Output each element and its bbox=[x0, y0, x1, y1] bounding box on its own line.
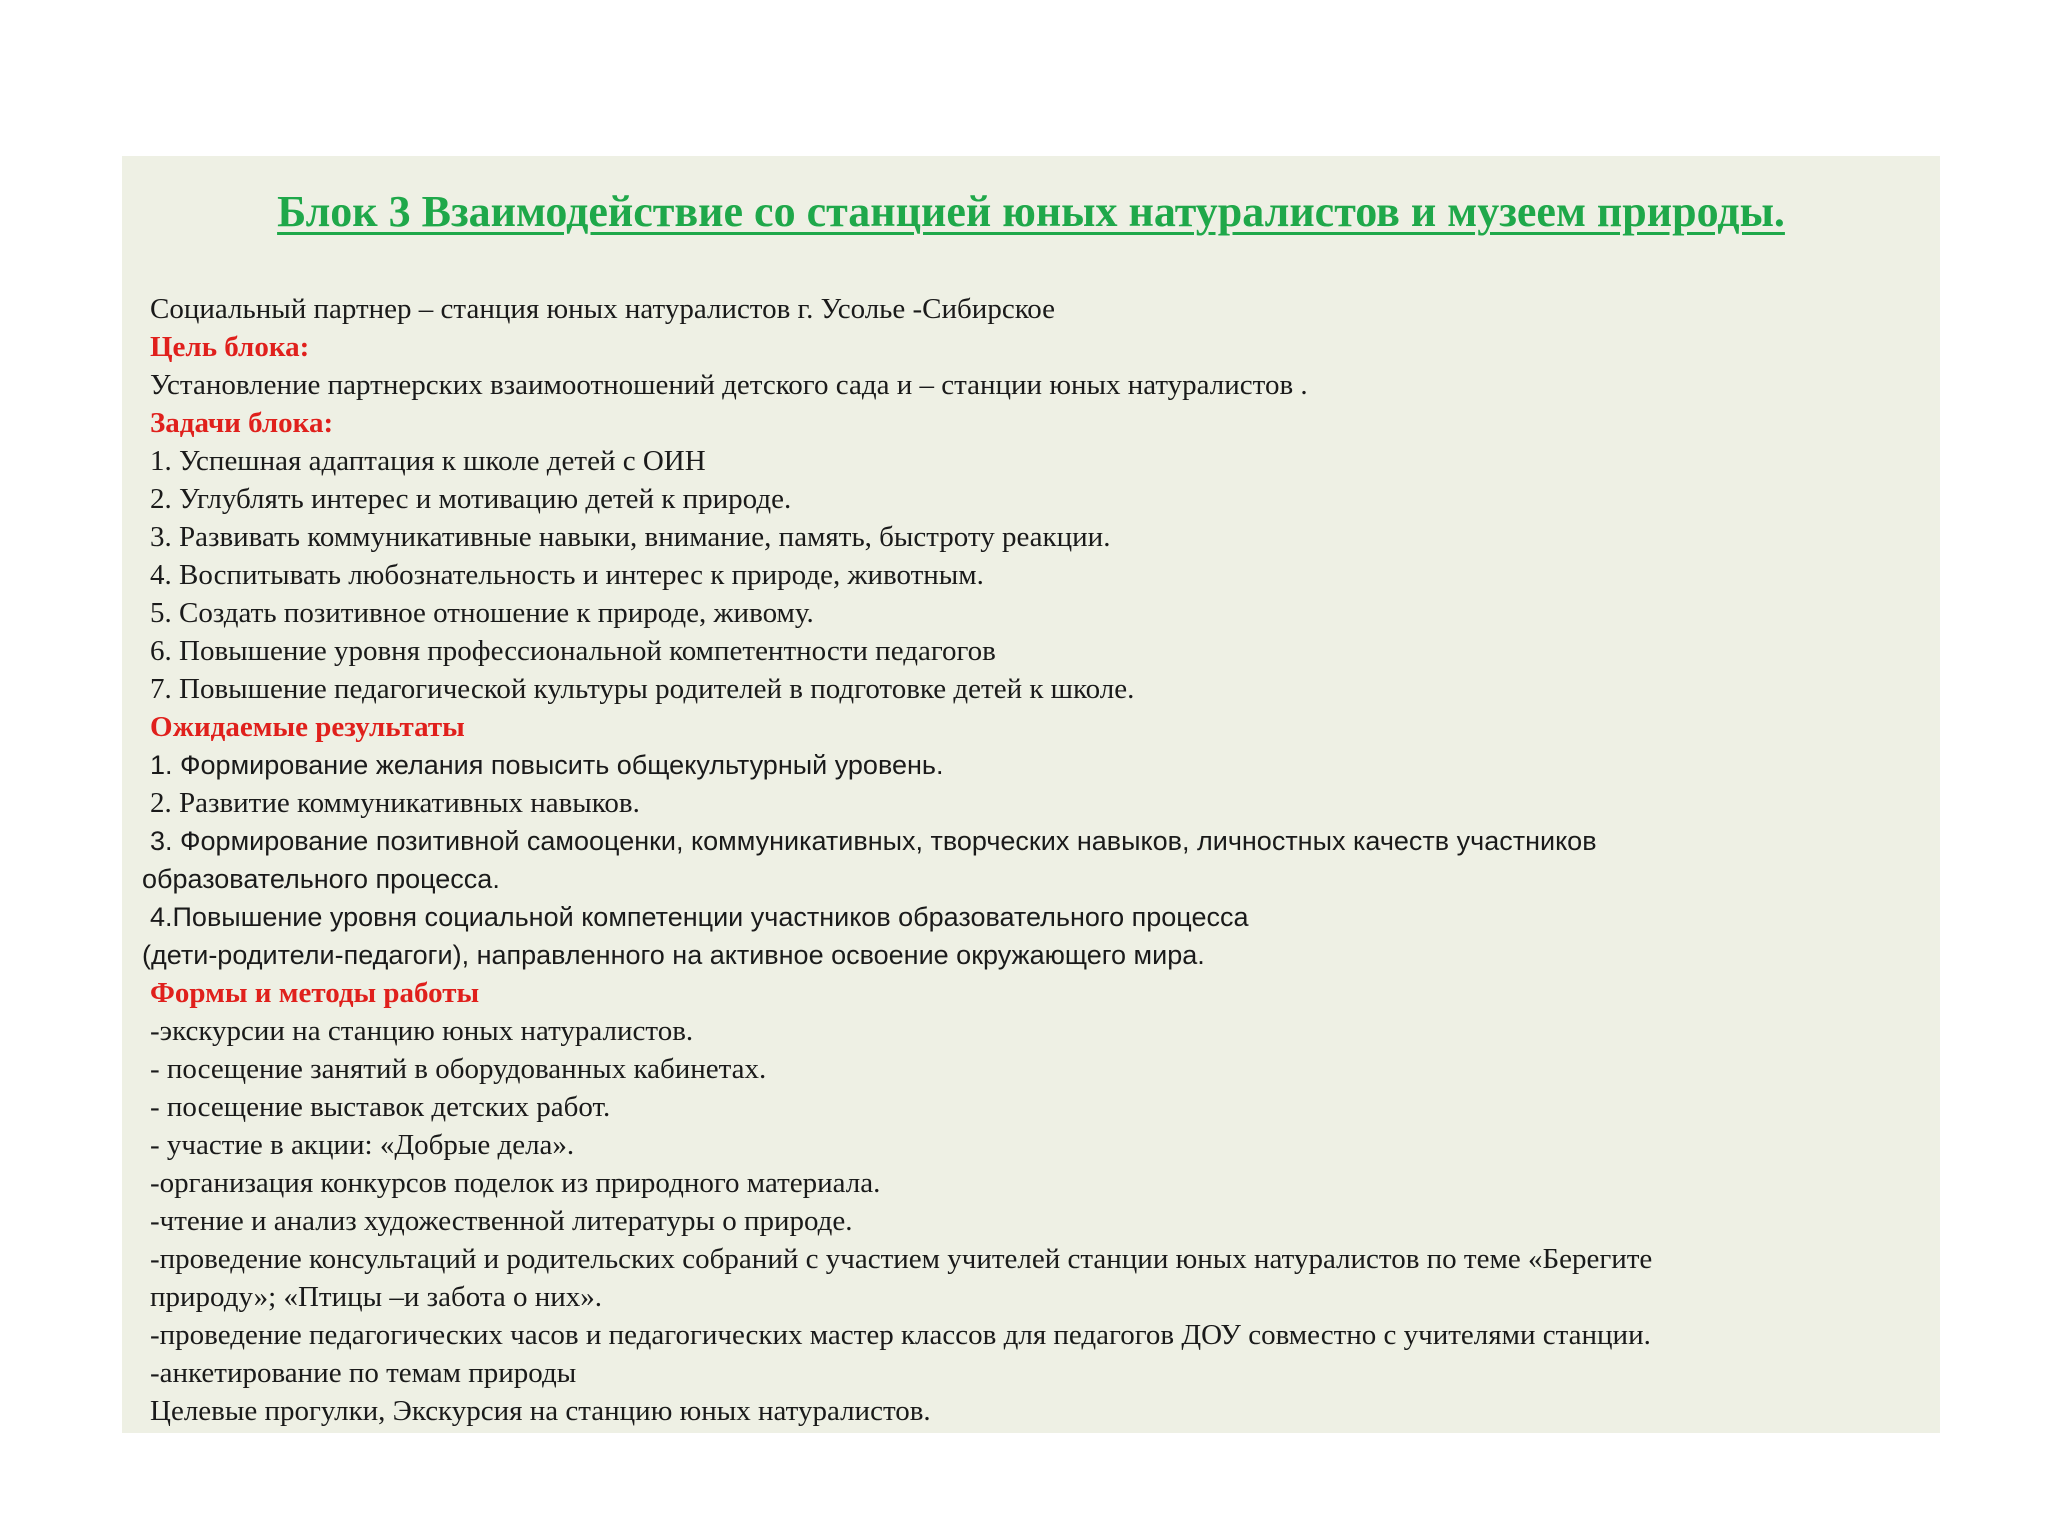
method-item-continuation: природу»; «Птицы –и забота о них». bbox=[150, 1281, 603, 1313]
method-item: -анкетирование по темам природы bbox=[150, 1357, 577, 1389]
result-item: 4.Повышение уровня социальной компетенции участников образовательного процесса bbox=[150, 902, 1249, 932]
method-item: -организация конкурсов поделок из природного материала. bbox=[150, 1167, 881, 1199]
method-item: - посещение выставок детских работ. bbox=[150, 1091, 611, 1123]
task-item: 1. Успешная адаптация к школе детей с ОИН bbox=[150, 445, 706, 477]
task-item: 6. Повышение уровня профессиональной компетентности педагогов bbox=[150, 635, 996, 667]
goal-heading: Цель блока: bbox=[150, 331, 310, 363]
method-item: Целевые прогулки, Экскурсия на станцию юных натуралистов. bbox=[150, 1395, 931, 1427]
method-item: -чтение и анализ художественной литературы о природе. bbox=[150, 1205, 853, 1237]
result-item: 1. Формирование желания повысить общекультурный уровень. bbox=[150, 750, 944, 780]
result-item-continuation: образовательного процесса. bbox=[142, 864, 500, 894]
task-item: 3. Развивать коммуникативные навыки, внимание, память, быстроту реакции. bbox=[150, 521, 1111, 553]
task-item: 5. Создать позитивное отношение к природе, живому. bbox=[150, 597, 814, 629]
method-item: - участие в акции: «Добрые дела». bbox=[150, 1129, 575, 1161]
tasks-heading: Задачи блока: bbox=[150, 407, 334, 439]
task-item: 7. Повышение педагогической культуры родителей в подготовке детей к школе. bbox=[150, 673, 1135, 705]
document-body bbox=[142, 290, 1920, 1430]
result-item-continuation: (дети-родители-педагоги), направленного на активное освоение окружающего мира. bbox=[142, 940, 1205, 970]
method-item: - посещение занятий в оборудованных кабинетах. bbox=[150, 1053, 767, 1085]
task-item: 4. Воспитывать любознательность и интерес к природе, животным. bbox=[150, 559, 984, 591]
method-item: -проведение консультаций и родительских собраний с участием учителей станции юных натуралистов по теме «Берегите bbox=[150, 1243, 1653, 1275]
result-item: 3. Формирование позитивной самооценки, коммуникативных, творческих навыков, личностных качеств участников bbox=[150, 826, 1597, 856]
content-panel bbox=[122, 156, 1940, 1433]
page-title: Блок 3 Взаимодействие со станцией юных натуралистов и музеем природы. bbox=[277, 187, 1785, 236]
methods-heading: Формы и методы работы bbox=[150, 977, 480, 1009]
results-heading: Ожидаемые результаты bbox=[150, 711, 465, 743]
method-item: -проведение педагогических часов и педагогических мастер классов для педагогов ДОУ совместно с учителями станции. bbox=[150, 1319, 1651, 1351]
goal-text: Установление партнерских взаимоотношений детского сада и – станции юных натуралистов . bbox=[150, 369, 1308, 401]
result-item: 2. Развитие коммуникативных навыков. bbox=[150, 787, 640, 819]
partner-line: Социальный партнер – станция юных натуралистов г. Усолье -Сибирское bbox=[150, 293, 1056, 325]
task-item: 2. Углублять интерес и мотивацию детей к природе. bbox=[150, 483, 792, 515]
method-item: -экскурсии на станцию юных натуралистов. bbox=[150, 1015, 694, 1047]
